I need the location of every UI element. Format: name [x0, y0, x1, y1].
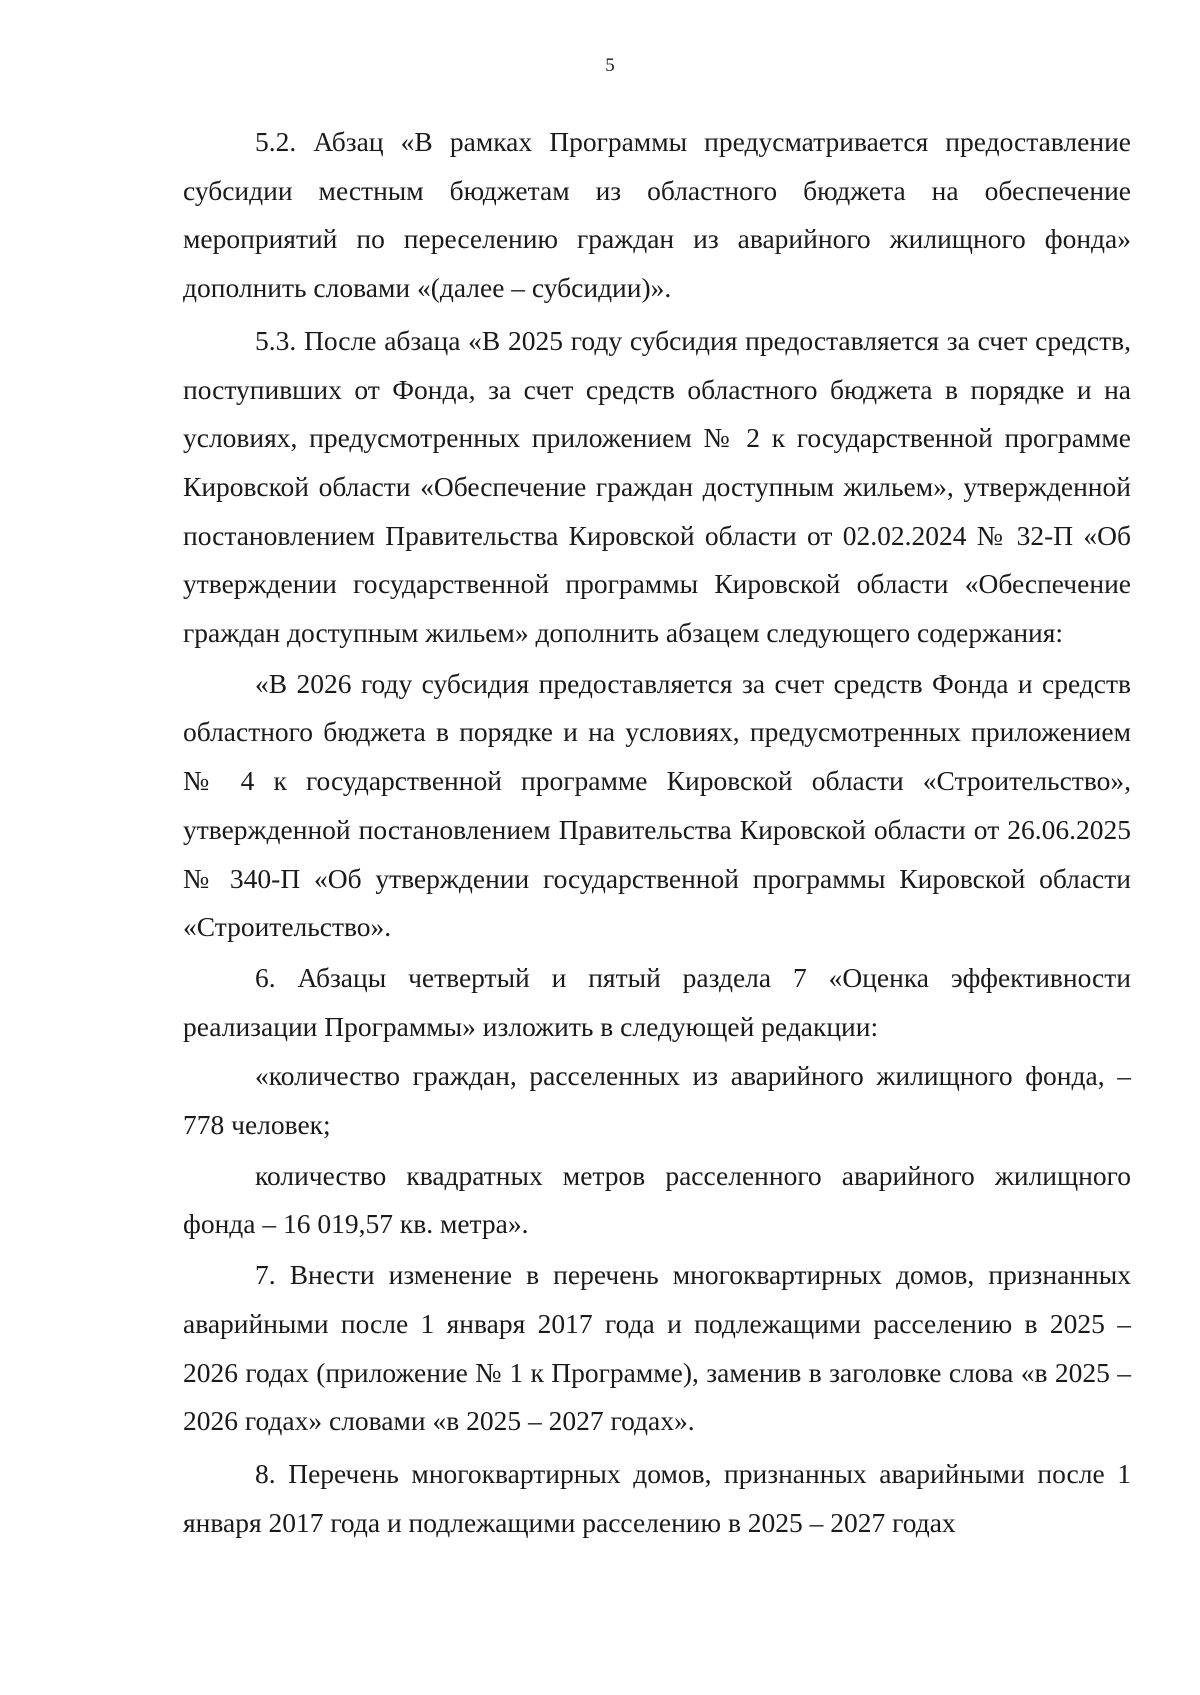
paragraph-quoted-2026: «В 2026 году субсидия предоставляется за счет средств Фонда и средств областного бюджета в порядке и на условиях, предусмотренных приложением № 4 к государственной программе Кировской области «Строительство», утвержденной постановлением Правительства Кировской области от 26.06.2025 № 340-П «Об утверждении государственной программы Кировской области «Строительство». — [183, 667, 1131, 943]
paragraph-5-3: 5.3. После абзаца «В 2025 году субсидия предоставляется за счет средств, поступивших от Фонда, за счет средств областного бюджета в порядке и на условиях, предусмотренных приложением № 2 к государственной программе Кировской области «Обеспечение граждан доступным жильем», утвержденной постановлением Правительства Кировской области от 02.02.2024 № 32-П «Об утверждении государственной программы Кировской области «Обеспечение граждан доступным жильем» дополнить абзацем следующего содержания: — [183, 324, 1131, 649]
paragraph-6: 6. Абзацы четвертый и пятый раздела 7 «Оценка эффективности реализации Программы» изложить в следующей редакции: — [183, 961, 1131, 1042]
paragraph-7: 7. Внести изменение в перечень многоквартирных домов, признанных аварийными после 1 января 2017 года и подлежащими расселению в 2025 – 2026 годах (приложение № 1 к Программе), заменив в заголовке слова «в 2025 – 2026 годах» словами «в 2025 – 2027 годах». — [183, 1259, 1131, 1437]
paragraph-citizens-count: «количество граждан, расселенных из аварийного жилищного фонда, – 778 человек; — [183, 1060, 1131, 1141]
page-number: 5 — [605, 55, 615, 76]
paragraph-square-meters: количество квадратных метров расселенного аварийного жилищного фонда – 16 019,57 кв. метра». — [183, 1159, 1131, 1240]
paragraph-5-2: 5.2. Абзац «В рамках Программы предусматривается предоставление субсидии местным бюджетам из областного бюджета на обеспечение мероприятий по переселению граждан из аварийного жилищного фонда» дополнить словами «(далее – субсидии)». — [183, 126, 1131, 304]
document-body — [183, 118, 1131, 1547]
paragraph-8: 8. Перечень многоквартирных домов, признанных аварийными после 1 января 2017 года и подлежащими расселению в 2025 – 2027 годах — [183, 1457, 1131, 1538]
